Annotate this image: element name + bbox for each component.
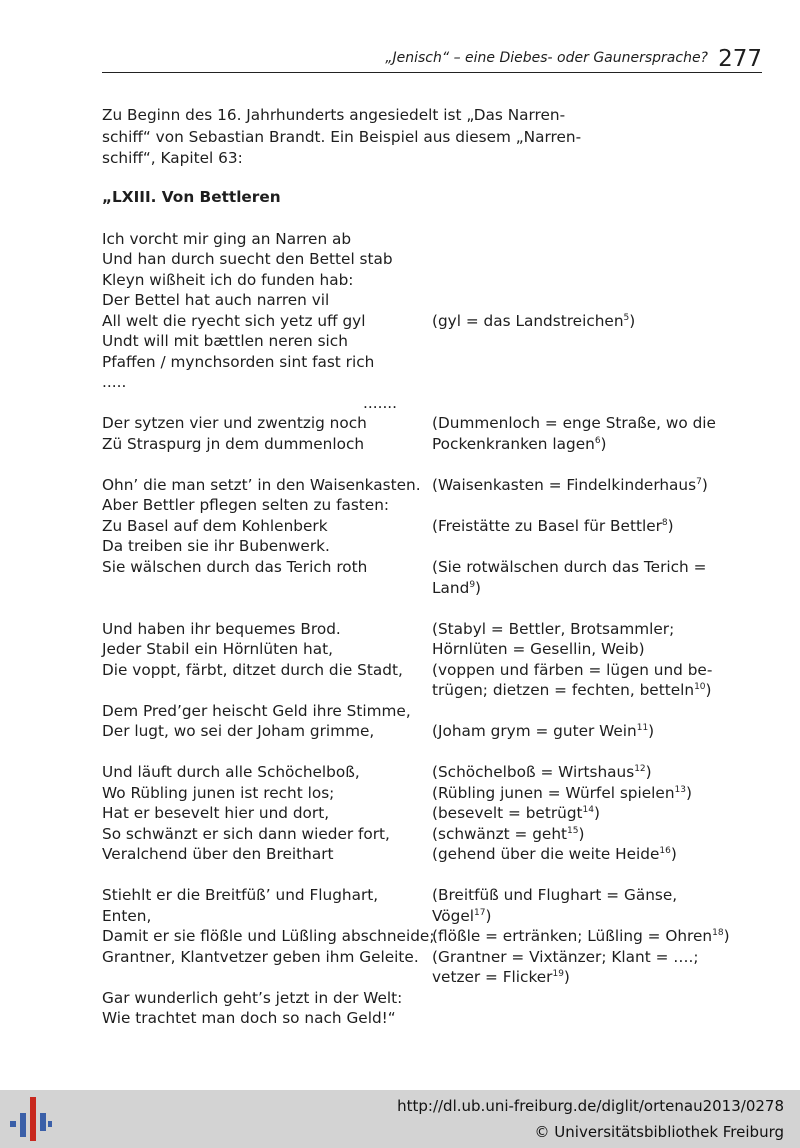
footnote-ref: 19 [552, 969, 564, 979]
gloss-line: (gyl = das Landstreichen$^5$) [432, 312, 636, 330]
gloss-line: Pockenkranken lagen$^6$) [432, 435, 607, 453]
running-header [102, 46, 762, 73]
verse-line: Der sytzen vier und zwentzig noch [102, 414, 367, 432]
gloss-line: (Rübling junen = Würfel spielen$^{13}$) [432, 784, 692, 802]
verse-line: Undt will mit bættlen neren sich [102, 332, 348, 350]
verse-line: Ich vorcht mir ging an Narren ab [102, 230, 352, 248]
verse-ellipsis: ..... [102, 373, 127, 391]
gloss-line: (Joham grym = guter Wein$^{11}$) [432, 722, 655, 740]
verse-line: Gar wunderlich geht’s jetzt in der Welt: [102, 989, 403, 1007]
gloss-line: (Schöchelboß = Wirtshaus$^{12}$) [432, 763, 652, 781]
gloss-line: (Sie rotwälschen durch das Terich = [432, 558, 707, 576]
verse-line: All welt die ryecht sich yetz uff gyl [102, 312, 366, 330]
footnote-ref: 17 [474, 908, 486, 918]
intro-line: schiff“ von Sebastian Brandt. Ein Beispiel aus diesem „Narren- [102, 127, 582, 146]
verse-line: Grantner, Klantvetzer geben ihm Geleite. [102, 948, 419, 966]
verse-line: Enten, [102, 907, 152, 925]
footnote-ref: 9 [469, 580, 476, 590]
gloss-line: (Waisenkasten = Findelkinderhaus$^7$) [432, 476, 708, 494]
verse-line: Der lugt, wo sei der Joham grimme, [102, 722, 375, 740]
verse-line: Und haben ihr bequemes Brod. [102, 620, 341, 638]
gloss-line: (voppen und färben = lügen und be- [432, 661, 713, 679]
intro-line: schiff“, Kapitel 63: [102, 149, 243, 167]
gloss-line: (Dummenloch = enge Straße, wo die [432, 414, 716, 432]
footnote-ref: 12 [634, 764, 646, 774]
verse-line: Dem Pred’ger heischt Geld ihre Stimme, [102, 702, 411, 720]
gloss-line: (besevelt = betrügt$^{14}$) [432, 804, 600, 822]
verse-line: Und läuft durch alle Schöchelboß, [102, 763, 360, 781]
verse-line: Pfaffen / mynchsorden sint fast rich [102, 353, 375, 371]
verse-line: Die voppt, färbt, ditzet durch die Stadt, [102, 661, 403, 679]
footnote-ref: 6 [594, 436, 601, 446]
footnote-ref: 16 [659, 846, 671, 856]
verse-ellipsis: ....... [363, 394, 398, 412]
gloss-line: (Stabyl = Bettler, Brotsammler; [432, 620, 675, 638]
verse-line: Stiehlt er die Breitfüß’ und Flughart, [102, 886, 379, 904]
gloss-line: (Grantner = Vixtänzer; Klant = ….; [432, 948, 699, 966]
intro-paragraph [102, 105, 582, 170]
running-title: „Jenisch“ – eine Diebes- oder Gaunersprache? [385, 50, 708, 66]
footnote-ref: 14 [582, 805, 594, 815]
page-number: 277 [718, 46, 762, 72]
gloss-line: Land$^9$) [432, 579, 482, 597]
gloss-line: trügen; dietzen = fechten, betteln$^{10}$) [432, 681, 712, 699]
footnote-ref: 5 [623, 313, 630, 323]
poem-heading: „LXIII. Von Bettleren [102, 188, 281, 206]
footnote-ref: 15 [567, 826, 579, 836]
verse-line: Veralchend über den Breithart [102, 845, 334, 863]
gloss-line: (flößle = ertränken; Lüßling = Ohren$^{18}$) [432, 927, 730, 945]
verse-line: Ohn’ die man setzt’ in den Waisenkasten. [102, 476, 421, 494]
verse-line: Zü Straspurg jn dem dummenloch [102, 435, 365, 453]
footnote-ref: 18 [712, 928, 724, 938]
gloss-line: Hörnlüten = Gesellin, Weib) [432, 640, 645, 658]
copyright-notice: © Universitätsbibliothek Freiburg [534, 1123, 784, 1141]
verse-line: Jeder Stabil ein Hörnlüten hat, [102, 640, 333, 658]
footnote-ref: 8 [661, 518, 668, 528]
verse-line: Wie trachtet man doch so nach Geld!“ [102, 1009, 396, 1027]
verse-line: Sie wälschen durch das Terich roth [102, 558, 368, 576]
footnote-ref: 10 [694, 682, 706, 692]
verse-line: So schwänzt er sich dann wieder fort, [102, 825, 390, 843]
footnote-ref: 13 [674, 785, 686, 795]
verse-line: Aber Bettler pflegen selten zu fasten: [102, 496, 390, 514]
intro-line: Zu Beginn des 16. Jahrhunderts angesiedelt ist „Das Narren- [102, 106, 566, 124]
gloss-line: (schwänzt = geht$^{15}$) [432, 825, 585, 843]
verse-line: Hat er besevelt hier und dort, [102, 804, 330, 822]
gloss-line: Vögel$^{17}$) [432, 907, 492, 925]
footnote-ref: 7 [696, 477, 702, 487]
library-footer [0, 1090, 800, 1148]
verse-line: Da treiben sie ihr Bubenwerk. [102, 537, 330, 555]
verse-line: Der Bettel hat auch narren vil [102, 291, 330, 309]
verse-line: Wo Rübling junen ist recht los; [102, 784, 335, 802]
footnote-ref: 11 [636, 723, 649, 733]
verse-line: Kleyn wißheit ich do funden hab: [102, 271, 354, 289]
source-url-link[interactable]: http://dl.ub.uni-freiburg.de/diglit/ortenau2013/0278 [397, 1097, 784, 1115]
verse-line: Damit er sie flößle und Lüßling abschneide; [102, 927, 435, 945]
verse-line: Zu Basel auf dem Kohlenberk [102, 517, 328, 535]
verse-line: Und han durch suecht den Bettel stab [102, 250, 393, 268]
gloss-line: (gehend über die weite Heide$^{16}$) [432, 845, 677, 863]
gloss-line: vetzer = Flicker$^{19}$) [432, 968, 570, 986]
gloss-line: (Freistätte zu Basel für Bettler$^8$) [432, 517, 674, 535]
gloss-line: (Breitfüß und Flughart = Gänse, [432, 886, 678, 904]
ub-freiburg-logo-icon [10, 1097, 52, 1141]
